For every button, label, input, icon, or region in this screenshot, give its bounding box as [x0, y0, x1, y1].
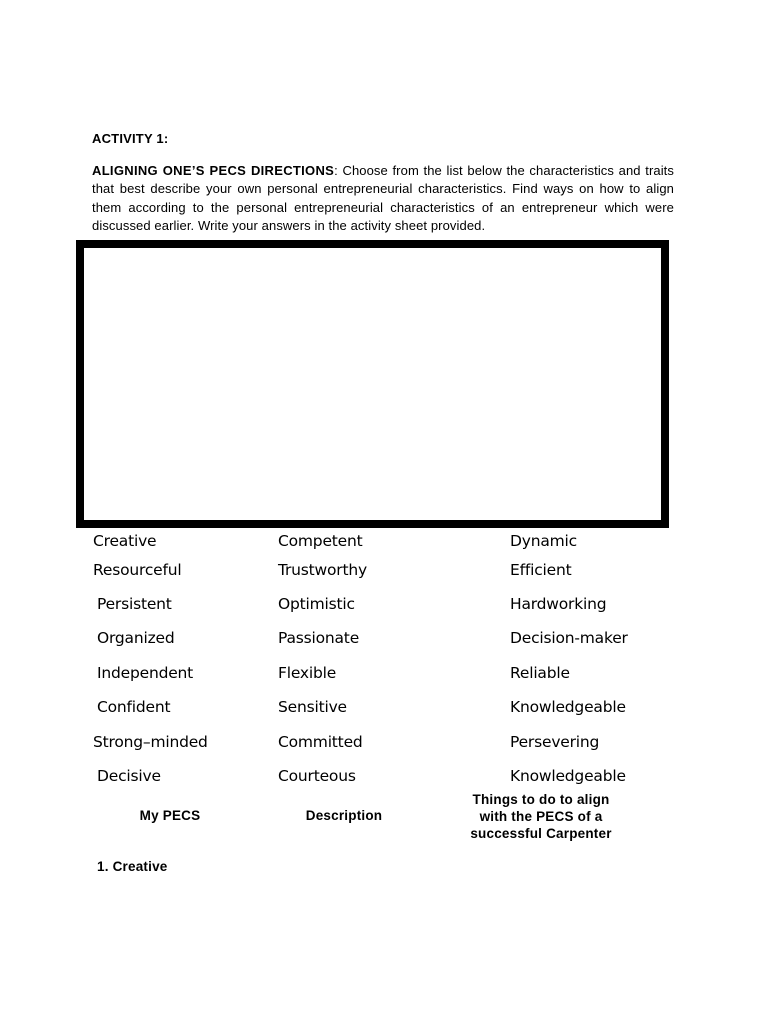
trait-item: Knowledgeable [510, 767, 626, 785]
trait-item: Efficient [510, 561, 572, 579]
answer-box [76, 240, 669, 528]
trait-item: Trustworthy [278, 561, 367, 579]
trait-item: Knowledgeable [510, 698, 626, 716]
trait-item: Sensitive [278, 698, 347, 716]
trait-item: Reliable [510, 664, 570, 682]
header-things-to-do: Things to do to align with the PECS of a successful Carpenter [470, 792, 612, 841]
trait-item: Organized [97, 629, 175, 647]
trait-item: Decisive [97, 767, 161, 785]
trait-item: Hardworking [510, 595, 607, 613]
trait-item: Strong–minded [93, 733, 208, 751]
trait-item: Courteous [278, 767, 356, 785]
trait-item: Passionate [278, 629, 360, 647]
trait-item: Optimistic [278, 595, 355, 613]
directions-label: ALIGNING ONE’S PECS DIRECTIONS [92, 163, 335, 178]
trait-item: Confident [97, 698, 171, 716]
trait-item: Resourceful [93, 561, 182, 579]
pecs-row-1: 1. Creative [97, 859, 168, 874]
trait-item: Independent [97, 664, 194, 682]
trait-item: Creative [93, 532, 157, 550]
trait-item: Persevering [510, 733, 600, 751]
header-my-pecs: My PECS [139, 808, 201, 823]
trait-item: Decision-maker [510, 629, 628, 647]
directions-paragraph [92, 162, 674, 235]
trait-item: Committed [278, 733, 363, 751]
activity-heading: ACTIVITY 1: [92, 131, 169, 146]
trait-item: Persistent [97, 595, 172, 613]
directions-text: : Choose from the list below the characteristics and traits that best describe your own personal entrepreneurial characteristics. Find ways on how to align them according to the personal entrepreneurial characteristics of an entrepreneur which were discussed earlier. Write your answers in the activity sheet provided. [92, 163, 674, 233]
trait-item: Competent [278, 532, 363, 550]
header-description: Description [305, 808, 383, 823]
trait-item: Flexible [278, 664, 337, 682]
trait-item: Dynamic [510, 532, 577, 550]
